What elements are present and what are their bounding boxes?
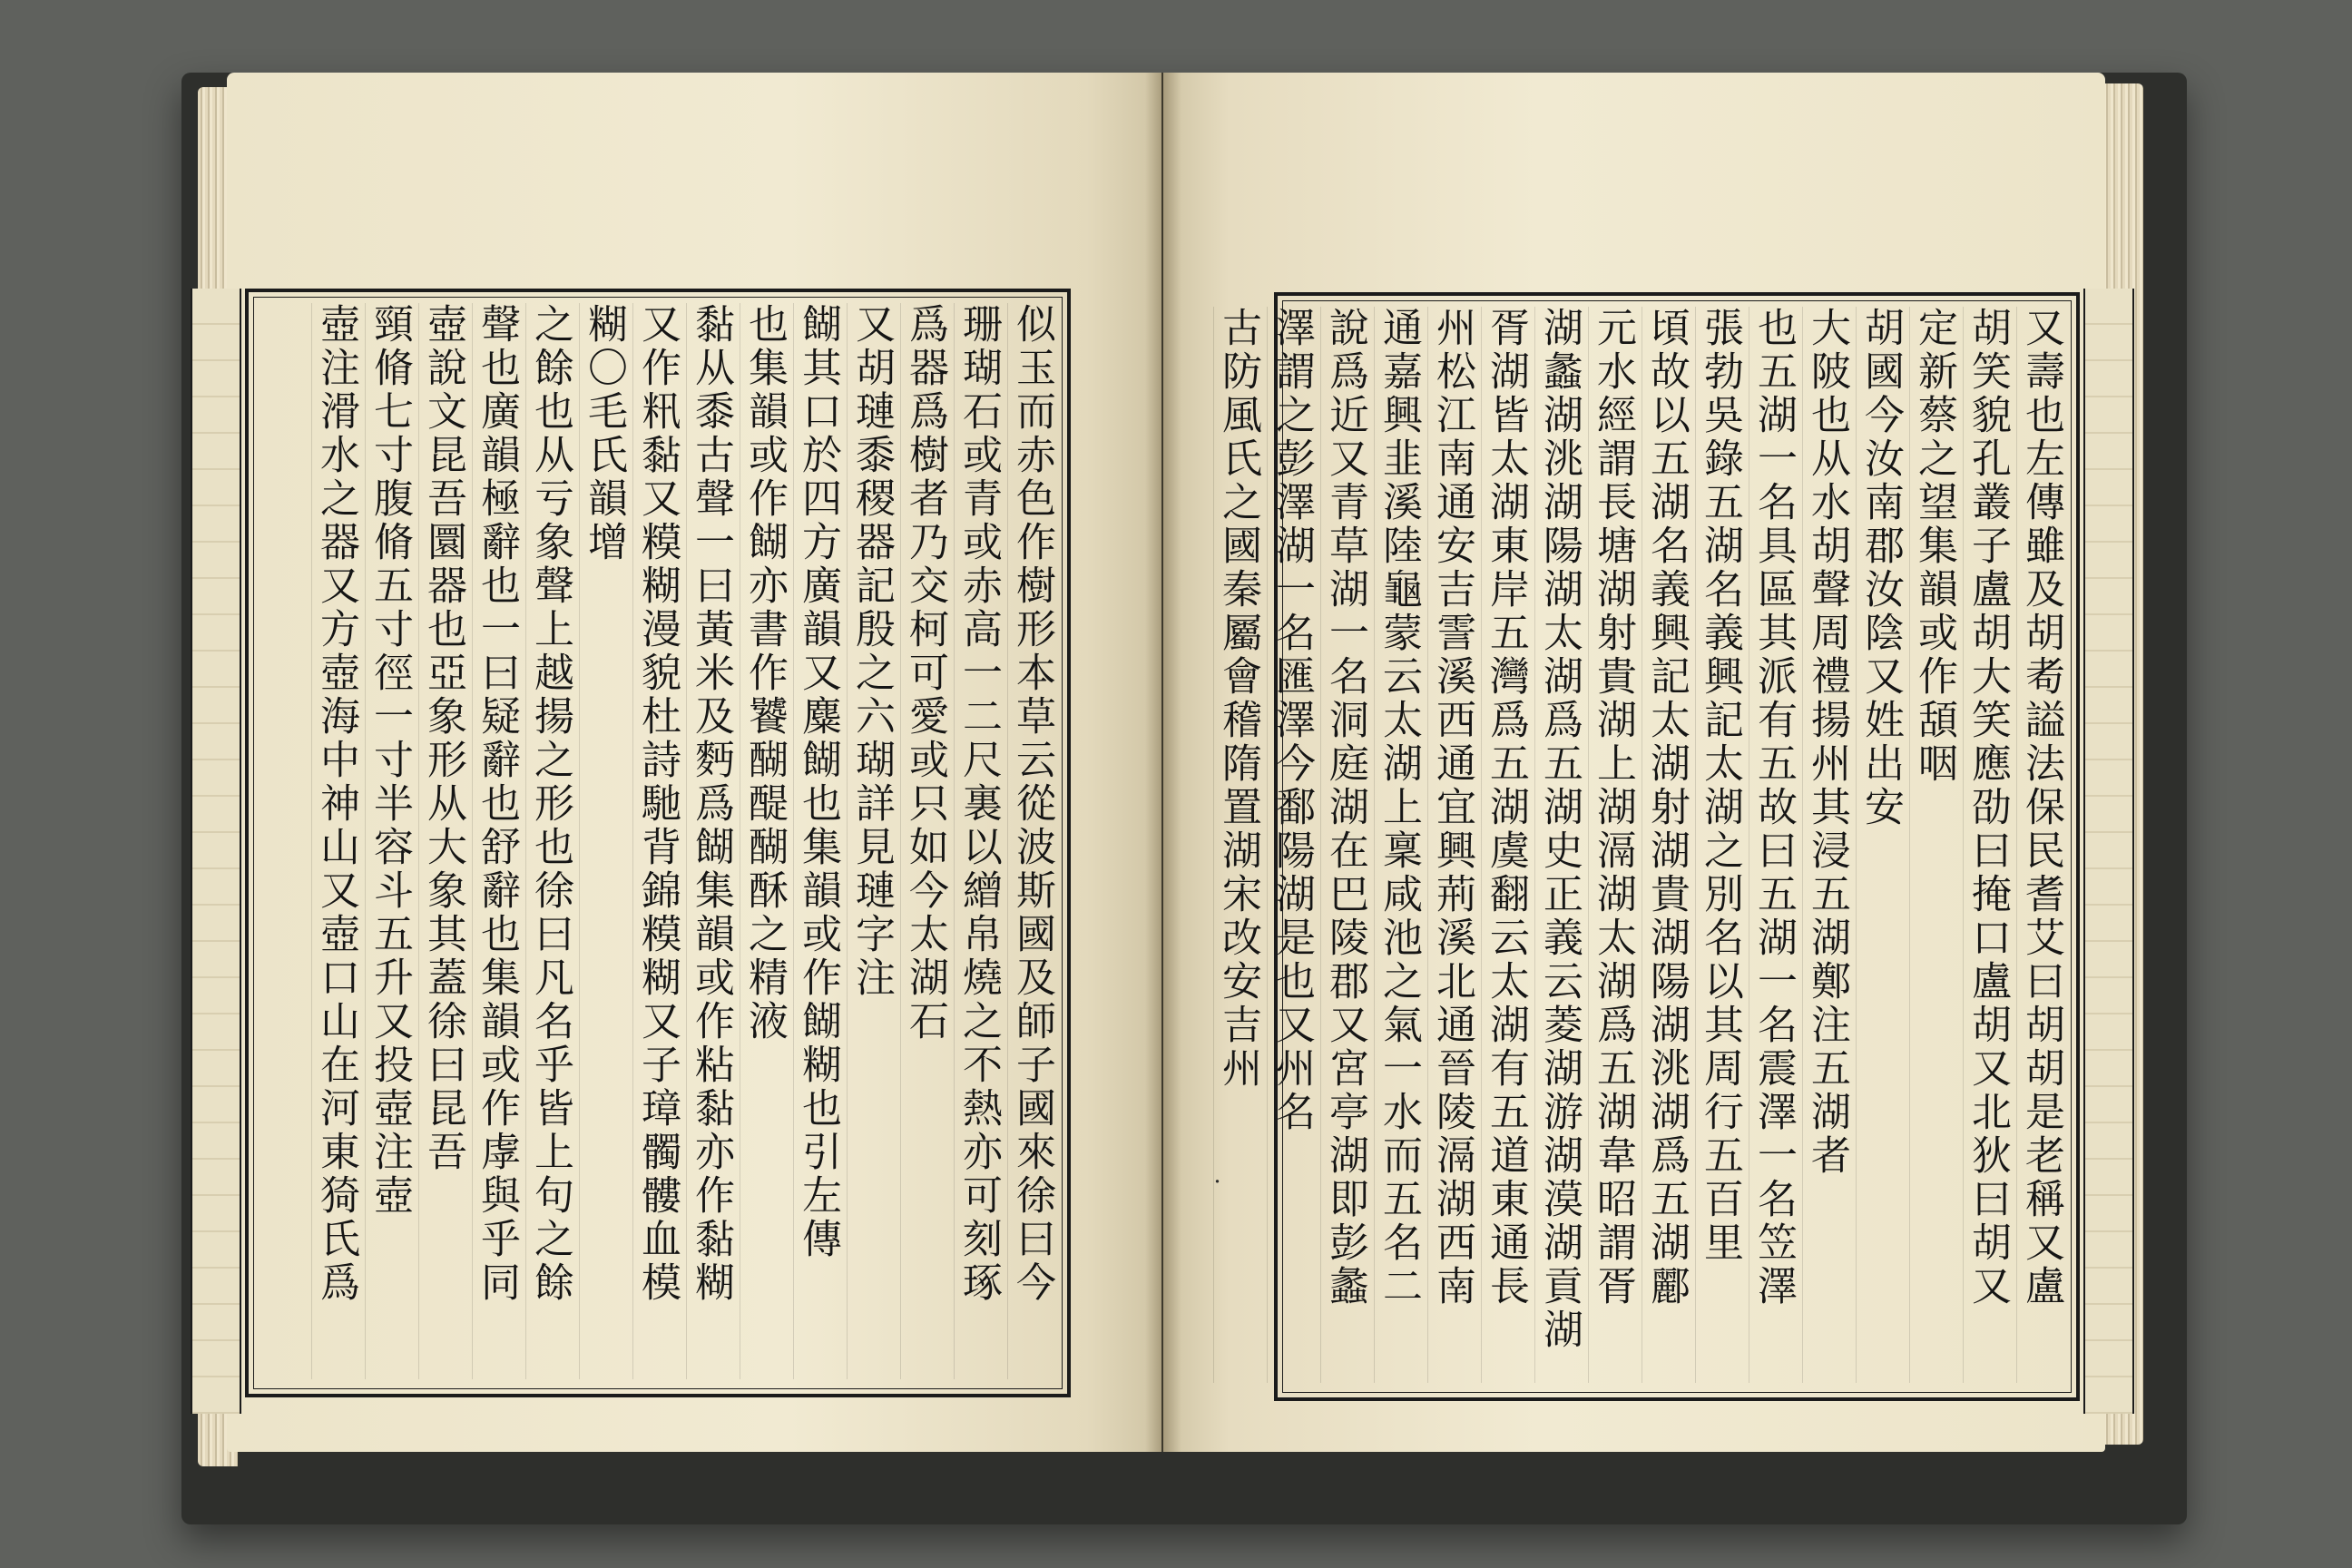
text-column: 頃故以五湖名義興記太湖射湖貴湖陽湖洮湖爲五湖酈 xyxy=(1642,307,1690,1383)
text-column: 說爲近又青草湖一名洞庭湖在巴陵郡又宮亭湖即彭蠡 xyxy=(1320,307,1368,1383)
text-column: 又作籸黏又糢糊漫貌杜詩馳背錦糢糊又子璋髑髏血模 xyxy=(632,303,681,1379)
left-text-block xyxy=(245,289,1071,1397)
text-column: 定新蔡之望集韻或作頢咽 xyxy=(1909,307,1957,1383)
text-column: 之餘也从亏象聲上越揚之形也徐曰凡名乎皆上句之餘 xyxy=(525,303,573,1379)
text-column: 古防風氏之國秦屬會稽隋置湖宋改安吉州 xyxy=(1213,307,1261,1383)
ink-mark: ˙ xyxy=(1210,1176,1224,1208)
text-column: 澤謂之彭澤湖一名匯澤今鄱陽湖是也又州名 xyxy=(1267,307,1315,1383)
text-column: 胡國今汝南郡汝陰又姓出安 xyxy=(1856,307,1904,1383)
text-column: 州松江南通安吉霅溪西通宜興荊溪北通晉陵滆湖西南 xyxy=(1427,307,1475,1383)
text-column: 又壽也左傳雖及胡耇謚法保民耆艾曰胡胡是老稱又盧 xyxy=(2016,307,2064,1383)
book-gutter xyxy=(1145,73,1181,1452)
text-column: 珊瑚石或青或赤高一二尺裏以繒帛燒之不熱亦可刻琢 xyxy=(954,303,1002,1379)
text-column: 也五湖一名具區其派有五故曰五湖一名震澤一名笠澤 xyxy=(1749,307,1797,1383)
text-column: 頸脩七寸腹脩五寸徑一寸半容斗五升又投壺注壺 xyxy=(365,303,413,1379)
text-column: 元水經謂長塘湖射貴湖上湖滆湖太湖爲五湖韋昭謂胥 xyxy=(1588,307,1636,1383)
left-margin-strip xyxy=(191,289,241,1414)
text-column: 張勃吳錄五湖名義興記太湖之別名以其周行五百里 xyxy=(1695,307,1743,1383)
text-column: 似玉而赤色作樹形本草云從波斯國及師子國來徐曰今 xyxy=(1007,303,1055,1379)
text-column: 爲器爲樹者乃交柯可愛或只如今太湖石 xyxy=(900,303,948,1379)
right-text-block xyxy=(1215,292,2080,1401)
text-column: 胡笑貌孔叢子盧胡大笑應劭曰掩口盧胡又北狄曰胡又 xyxy=(1963,307,2011,1383)
text-column: 壺說文昆吾圜器也亞象形从大象其蓋徐曰昆吾 xyxy=(418,303,466,1379)
text-column: 聲也廣韻極辭也一曰疑辭也舒辭也集韻或作虖與乎同 xyxy=(472,303,520,1379)
text-column: 黏从黍古聲一曰黃米及麪爲餬集韻或作粘黏亦作黏糊 xyxy=(686,303,734,1379)
right-margin-strip xyxy=(2083,289,2134,1414)
text-column: 通嘉興韭溪陸龜蒙云太湖上稟咸池之氣一水而五名二 xyxy=(1374,307,1422,1383)
text-column: 又胡璉黍稷器記殷之六瑚詳見璉字注 xyxy=(847,303,895,1379)
text-column: 湖蠡湖洮湖陽湖太湖爲五湖史正義云菱湖游湖漠湖貢湖 xyxy=(1534,307,1583,1383)
text-column: 餬其口於四方廣韻又麋餬也集韻或作餬糊也引左傳 xyxy=(793,303,841,1379)
text-column: 也集韻或作餬亦書作饕醐醍醐酥之精液 xyxy=(740,303,788,1379)
text-column: 大陂也从水胡聲周禮揚州其浸五湖鄭注五湖者 xyxy=(1802,307,1850,1383)
text-column: 糊〇毛氏韻增 xyxy=(579,303,627,1379)
text-column: 壺注滑水之器又方壺海中神山又壺口山在河東猗氏爲 xyxy=(311,303,359,1379)
text-column: 胥湖皆太湖東岸五灣爲五湖虞翻云太湖有五道東通長 xyxy=(1481,307,1529,1383)
